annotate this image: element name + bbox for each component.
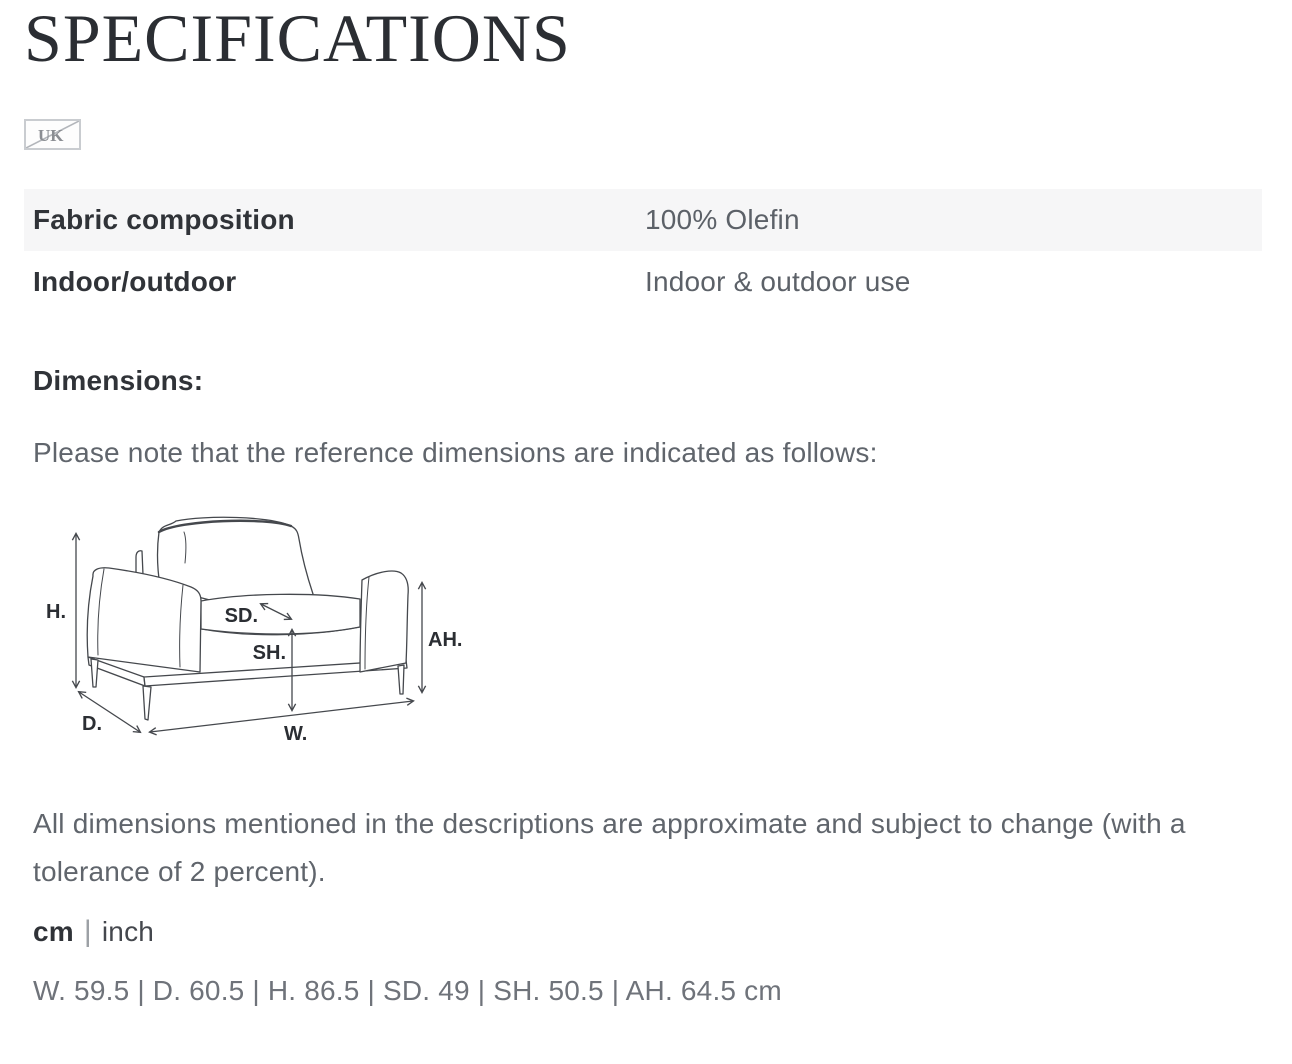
broken-image-icon bbox=[26, 121, 79, 148]
height-label: H. bbox=[46, 601, 66, 623]
table-row bbox=[24, 189, 1262, 251]
dimensions-heading: Dimensions: bbox=[33, 365, 204, 396]
tolerance-note-line1: All dimensions mentioned in the descriptions are approximate and subject to change (with a bbox=[33, 808, 1186, 839]
spec-table bbox=[24, 189, 1262, 313]
seat-height-label: SH. bbox=[252, 642, 286, 664]
width-label: W. bbox=[284, 723, 308, 745]
width-arrow bbox=[150, 701, 413, 732]
tolerance-note-line2: tolerance of 2 percent). bbox=[33, 856, 326, 887]
dimensions-note: Please note that the reference dimensions are indicated as follows: bbox=[33, 437, 878, 468]
unit-separator: | bbox=[83, 915, 92, 948]
table-row bbox=[24, 251, 1262, 313]
broken-image-uk bbox=[24, 119, 81, 150]
spec-label-indoor-outdoor: Indoor/outdoor bbox=[33, 266, 237, 297]
dimension-values-line: W. 59.5 | D. 60.5 | H. 86.5 | SD. 49 | SH. 50.5 | AH. 64.5 cm bbox=[33, 975, 782, 1006]
depth-label: D. bbox=[82, 713, 102, 735]
unit-toggle bbox=[33, 915, 155, 948]
tolerance-note bbox=[33, 800, 1186, 896]
unit-inch-option[interactable]: inch bbox=[101, 916, 155, 947]
arm-height-label: AH. bbox=[428, 629, 463, 651]
spec-value-fabric-composition: 100% Olefin bbox=[645, 204, 800, 235]
page-title: SPECIFICATIONS bbox=[24, 0, 571, 76]
dimension-diagram bbox=[30, 505, 480, 765]
spec-value-indoor-outdoor: Indoor & outdoor use bbox=[645, 266, 911, 297]
broken-image-alt-text: UK bbox=[38, 126, 64, 145]
spec-label-fabric-composition: Fabric composition bbox=[33, 204, 295, 235]
unit-cm-option[interactable]: cm bbox=[33, 916, 74, 947]
seat-depth-label: SD. bbox=[224, 605, 258, 627]
